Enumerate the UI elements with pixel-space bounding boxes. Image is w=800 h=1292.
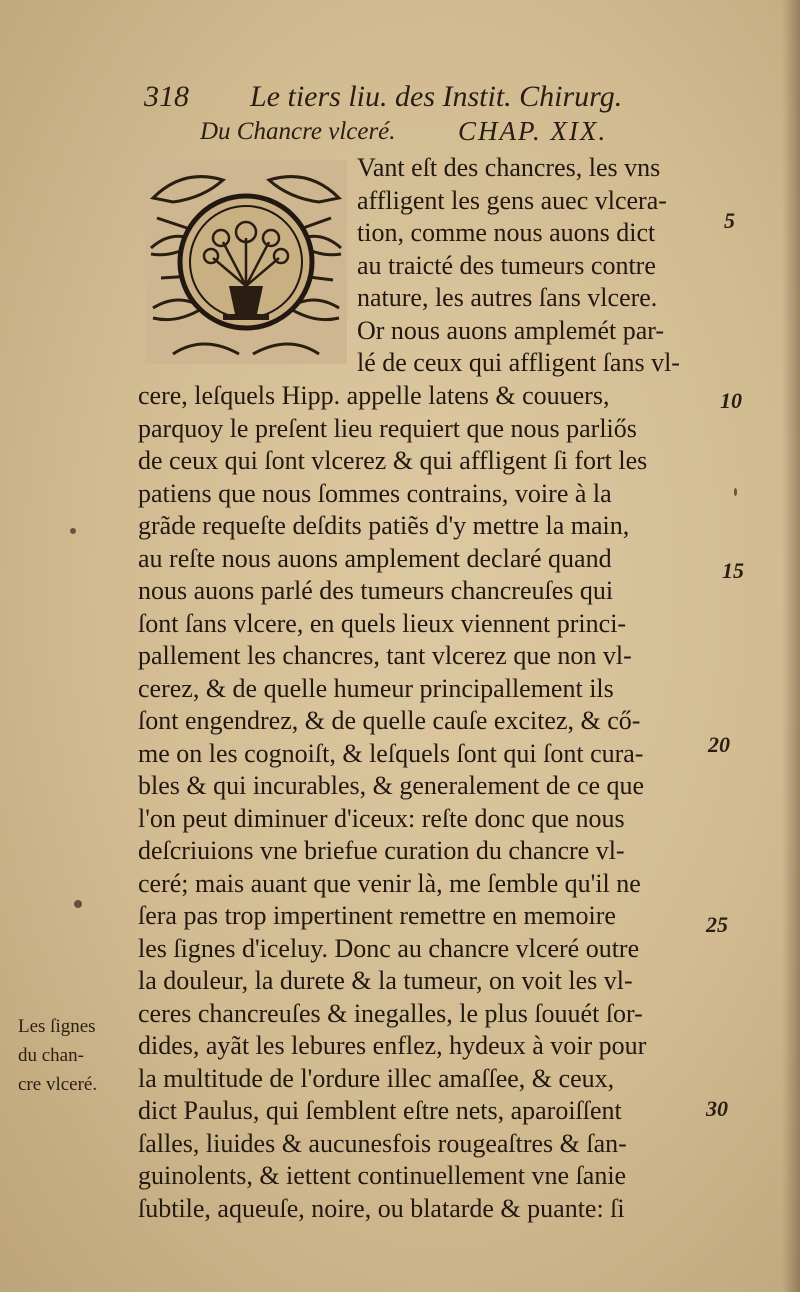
running-title: Le tiers liu. des Instit. Chirurg. <box>250 80 623 113</box>
margin-note-line: cre vlceré. <box>18 1074 98 1095</box>
text-line: pallement les chancres, tant vlcerez que non vl- <box>138 641 632 670</box>
text-line: au reſte nous auons amplement declaré quand <box>138 543 612 573</box>
text-line: ſalles, liuides & aucunesfois rougeaſtres & ſan- <box>138 1128 627 1158</box>
text-line: affligent les gens auec vlcera- <box>357 185 667 215</box>
text-line: bles & qui incurables, & generalement de ce que <box>138 771 645 800</box>
text-line: Vant eſt des chancres, les vns <box>357 153 661 182</box>
body-paragraph <box>138 380 718 1225</box>
margin-note-line: du chan- <box>18 1045 84 1066</box>
text-line: Or nous auons amplemét par- <box>357 315 665 345</box>
text-line: la multitude de l'ordure illec amaſſee, & ceux, <box>138 1063 615 1093</box>
ink-speck <box>734 488 737 496</box>
text-line: cerez, & de quelle humeur principallement ils <box>138 673 614 703</box>
text-line: ſont ſans vlcere, en quels lieux viennent princi- <box>138 608 627 638</box>
line-number: 30 <box>706 1096 728 1121</box>
text-line: grãde requeſte deſdits patiẽs d'y mettre la main, <box>138 511 630 540</box>
text-line: nature, les autres ſans vlcere. <box>357 283 658 312</box>
text-line: ceré; mais auant que venir là, me ſemble qu'il ne <box>138 868 641 898</box>
line-number: 5 <box>724 208 735 233</box>
text-line: au traicté des tumeurs contre <box>357 250 656 280</box>
ornamental-initial-icon <box>143 158 349 366</box>
text-line: deſcriuions vne briefue curation du chancre vl- <box>138 836 625 865</box>
line-number: 15 <box>722 558 744 583</box>
text-line: guinolents, & iettent continuellement vne ſanie <box>138 1161 627 1190</box>
line-number: 10 <box>720 388 742 413</box>
margin-note <box>18 1012 136 1099</box>
chapter-heading <box>200 118 720 154</box>
chapter-number: CHAP. XIX. <box>458 116 608 146</box>
text-line: cere, leſquels Hipp. appelle latens & couuers, <box>138 381 610 410</box>
lead-paragraph <box>357 152 717 380</box>
running-header <box>140 80 700 120</box>
chapter-subtitle: Du Chancre vlceré. <box>200 118 396 145</box>
text-line: ſubtile, aqueuſe, noire, ou blatarde & puante: ſi <box>138 1193 625 1223</box>
text-line: dides, ayãt les lebures enflez, hydeux à voir pour <box>138 1031 647 1060</box>
text-line: les ſignes d'iceluy. Donc au chancre vlceré outre <box>138 933 640 963</box>
ink-speck <box>70 528 76 534</box>
text-line: nous auons parlé des tumeurs chancreuſes qui <box>138 576 614 605</box>
text-line: l'on peut diminuer d'iceux: reſte donc que nous <box>138 803 625 833</box>
text-line: tion, comme nous auons dict <box>357 218 656 247</box>
page-number: 318 <box>144 80 189 113</box>
text-line: ſont engendrez, & de quelle cauſe excitez, & cő- <box>138 706 641 735</box>
text-line: me on les cognoiſt, & leſquels ſont qui ſont cura- <box>138 738 644 768</box>
text-line: ceres chancreuſes & inegalles, le plus ſouuét ſor- <box>138 998 643 1028</box>
decorated-initial <box>143 158 349 366</box>
text-line: parquoy le preſent lieu requiert que nous parliős <box>138 413 637 443</box>
line-number: 20 <box>708 732 730 757</box>
text-line: ſera pas trop impertinent remettre en memoire <box>138 901 616 930</box>
text-line: dict Paulus, qui ſemblent eſtre nets, aparoiſſent <box>138 1096 622 1125</box>
line-number: 25 <box>706 912 728 937</box>
text-line: de ceux qui ſont vlcerez & qui affligent ſi fort les <box>138 446 648 475</box>
margin-note-line: Les ſignes <box>18 1016 96 1037</box>
ink-speck <box>74 900 82 908</box>
text-line: la douleur, la durete & la tumeur, on voit les vl- <box>138 966 633 995</box>
text-line: patiens que nous ſommes contrains, voire à la <box>138 478 612 508</box>
text-line: lé de ceux qui affligent ſans vl- <box>357 348 680 377</box>
